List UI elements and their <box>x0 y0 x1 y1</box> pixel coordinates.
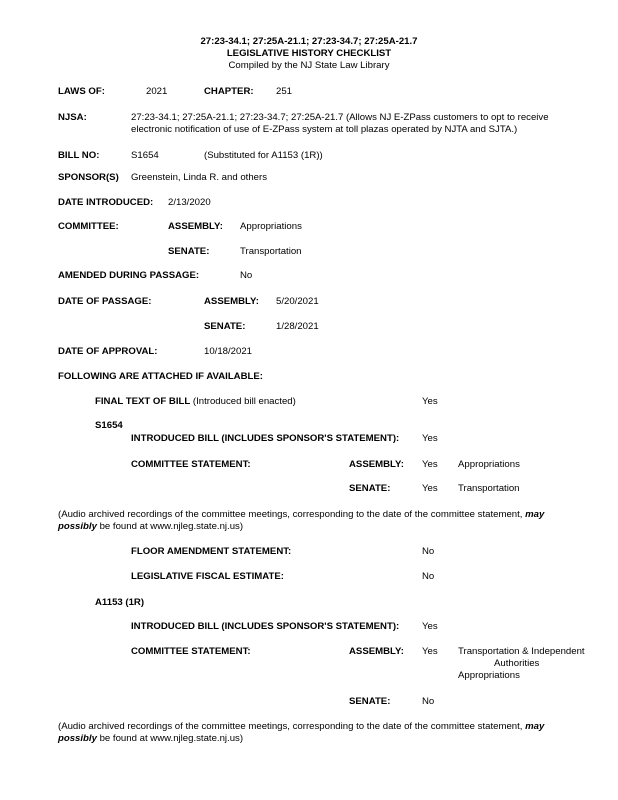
passage-assembly-value: 5/20/2021 <box>276 296 319 307</box>
a1153-introduced-value: Yes <box>422 621 438 632</box>
attached-heading: FOLLOWING ARE ATTACHED IF AVAILABLE: <box>58 371 263 382</box>
s1654-assembly-label: ASSEMBLY: <box>349 459 404 470</box>
header-compiled-by: Compiled by the NJ State Law Library <box>228 60 390 71</box>
sponsors-value: Greenstein, Linda R. and others <box>131 172 267 183</box>
chapter-label: CHAPTER: <box>204 86 254 97</box>
amended-value: No <box>240 270 253 281</box>
passage-assembly-label: ASSEMBLY: <box>204 296 259 307</box>
audio-note-2-line-1 <box>58 721 544 733</box>
a1153-assembly-value: Yes <box>422 646 438 657</box>
audio-note-possibly: possibly <box>58 521 97 532</box>
a1153-senate-label: SENATE: <box>349 696 391 707</box>
final-text-label-rest: (Introduced bill enacted) <box>192 396 296 407</box>
a1153-introduced-label: INTRODUCED BILL (INCLUDES SPONSOR'S STATEMENT): <box>131 621 400 632</box>
sponsors-label: SPONSOR(S) <box>58 172 119 183</box>
date-introduced-label: DATE INTRODUCED: <box>58 197 154 208</box>
committee-senate-label: SENATE: <box>168 246 210 257</box>
audio-note-may: may <box>525 509 545 520</box>
floor-amendment-label: FLOOR AMENDMENT STATEMENT: <box>131 546 292 557</box>
date-of-approval-value: 10/18/2021 <box>204 346 253 357</box>
a1153-heading: A1153 (1R) <box>95 597 145 608</box>
final-text-value: Yes <box>422 396 438 407</box>
a1153-assembly-committee-1: Transportation & Independent <box>458 646 585 657</box>
audio-note-1-line-1 <box>58 509 544 521</box>
header-title: LEGISLATIVE HISTORY CHECKLIST <box>226 48 392 59</box>
audio-note-text: (Audio archived recordings of the committee meetings, corresponding to the date of the committee statement, <box>58 721 523 732</box>
audio-note-2-line-2 <box>58 733 243 745</box>
date-introduced-value: 2/13/2020 <box>168 197 211 208</box>
a1153-assembly-label: ASSEMBLY: <box>349 646 404 657</box>
bill-no-label: BILL NO: <box>58 150 100 161</box>
audio-note-link-text: be found at www.njleg.state.nj.us) <box>99 521 244 532</box>
s1654-introduced-label: INTRODUCED BILL (INCLUDES SPONSOR'S STATEMENT): <box>131 433 400 444</box>
committee-assembly-label: ASSEMBLY: <box>168 221 223 232</box>
chapter-value: 251 <box>276 86 293 97</box>
a1153-assembly-committee-3: Appropriations <box>458 670 520 681</box>
a1153-senate-value: No <box>422 696 435 707</box>
committee-senate-value: Transportation <box>240 246 302 257</box>
committee-assembly-value: Appropriations <box>240 221 302 232</box>
njsa-label: NJSA: <box>58 112 87 123</box>
date-of-passage-label: DATE OF PASSAGE: <box>58 296 152 307</box>
s1654-senate-value: Yes <box>422 483 438 494</box>
passage-senate-value: 1/28/2021 <box>276 321 319 332</box>
header-citations: 27:23-34.1; 27:25A-21.1; 27:23-34.7; 27:25A-21.7 <box>200 36 418 47</box>
fiscal-estimate-label: LEGISLATIVE FISCAL ESTIMATE: <box>131 571 284 582</box>
audio-note-possibly: possibly <box>58 733 97 744</box>
s1654-senate-committee: Transportation <box>458 483 520 494</box>
njsa-line-2: electronic notification of use of E-ZPass system at toll plazas operated by NJTA and SJTA.) <box>131 124 518 135</box>
s1654-assembly-committee: Appropriations <box>458 459 520 470</box>
s1654-heading: S1654 <box>95 420 123 431</box>
audio-note-may: may <box>525 721 545 732</box>
floor-amendment-value: No <box>422 546 435 557</box>
a1153-assembly-committee-2: Authorities <box>494 658 540 669</box>
fiscal-estimate-value: No <box>422 571 435 582</box>
committee-label: COMMITTEE: <box>58 221 119 232</box>
a1153-committee-label: COMMITTEE STATEMENT: <box>131 646 251 657</box>
bill-no-value: S1654 <box>131 150 159 161</box>
final-text-label-bold: FINAL TEXT OF BILL <box>95 396 191 407</box>
amended-label: AMENDED DURING PASSAGE: <box>58 270 200 281</box>
audio-note-1-line-2 <box>58 521 243 533</box>
final-text-label <box>95 396 296 408</box>
njsa-line-1: 27:23-34.1; 27:25A-21.1; 27:23-34.7; 27:25A-21.7 (Allows NJ E-ZPass customers to opt to receive <box>131 112 549 123</box>
laws-of-value: 2021 <box>146 86 168 97</box>
s1654-introduced-value: Yes <box>422 433 438 444</box>
s1654-senate-label: SENATE: <box>349 483 391 494</box>
date-of-approval-label: DATE OF APPROVAL: <box>58 346 158 357</box>
audio-note-link-text: be found at www.njleg.state.nj.us) <box>99 733 244 744</box>
passage-senate-label: SENATE: <box>204 321 246 332</box>
bill-no-note: (Substituted for A1153 (1R)) <box>204 150 323 161</box>
laws-of-label: LAWS OF: <box>58 86 105 97</box>
s1654-committee-label: COMMITTEE STATEMENT: <box>131 459 251 470</box>
audio-note-text: (Audio archived recordings of the committee meetings, corresponding to the date of the committee statement, <box>58 509 523 520</box>
s1654-assembly-value: Yes <box>422 459 438 470</box>
